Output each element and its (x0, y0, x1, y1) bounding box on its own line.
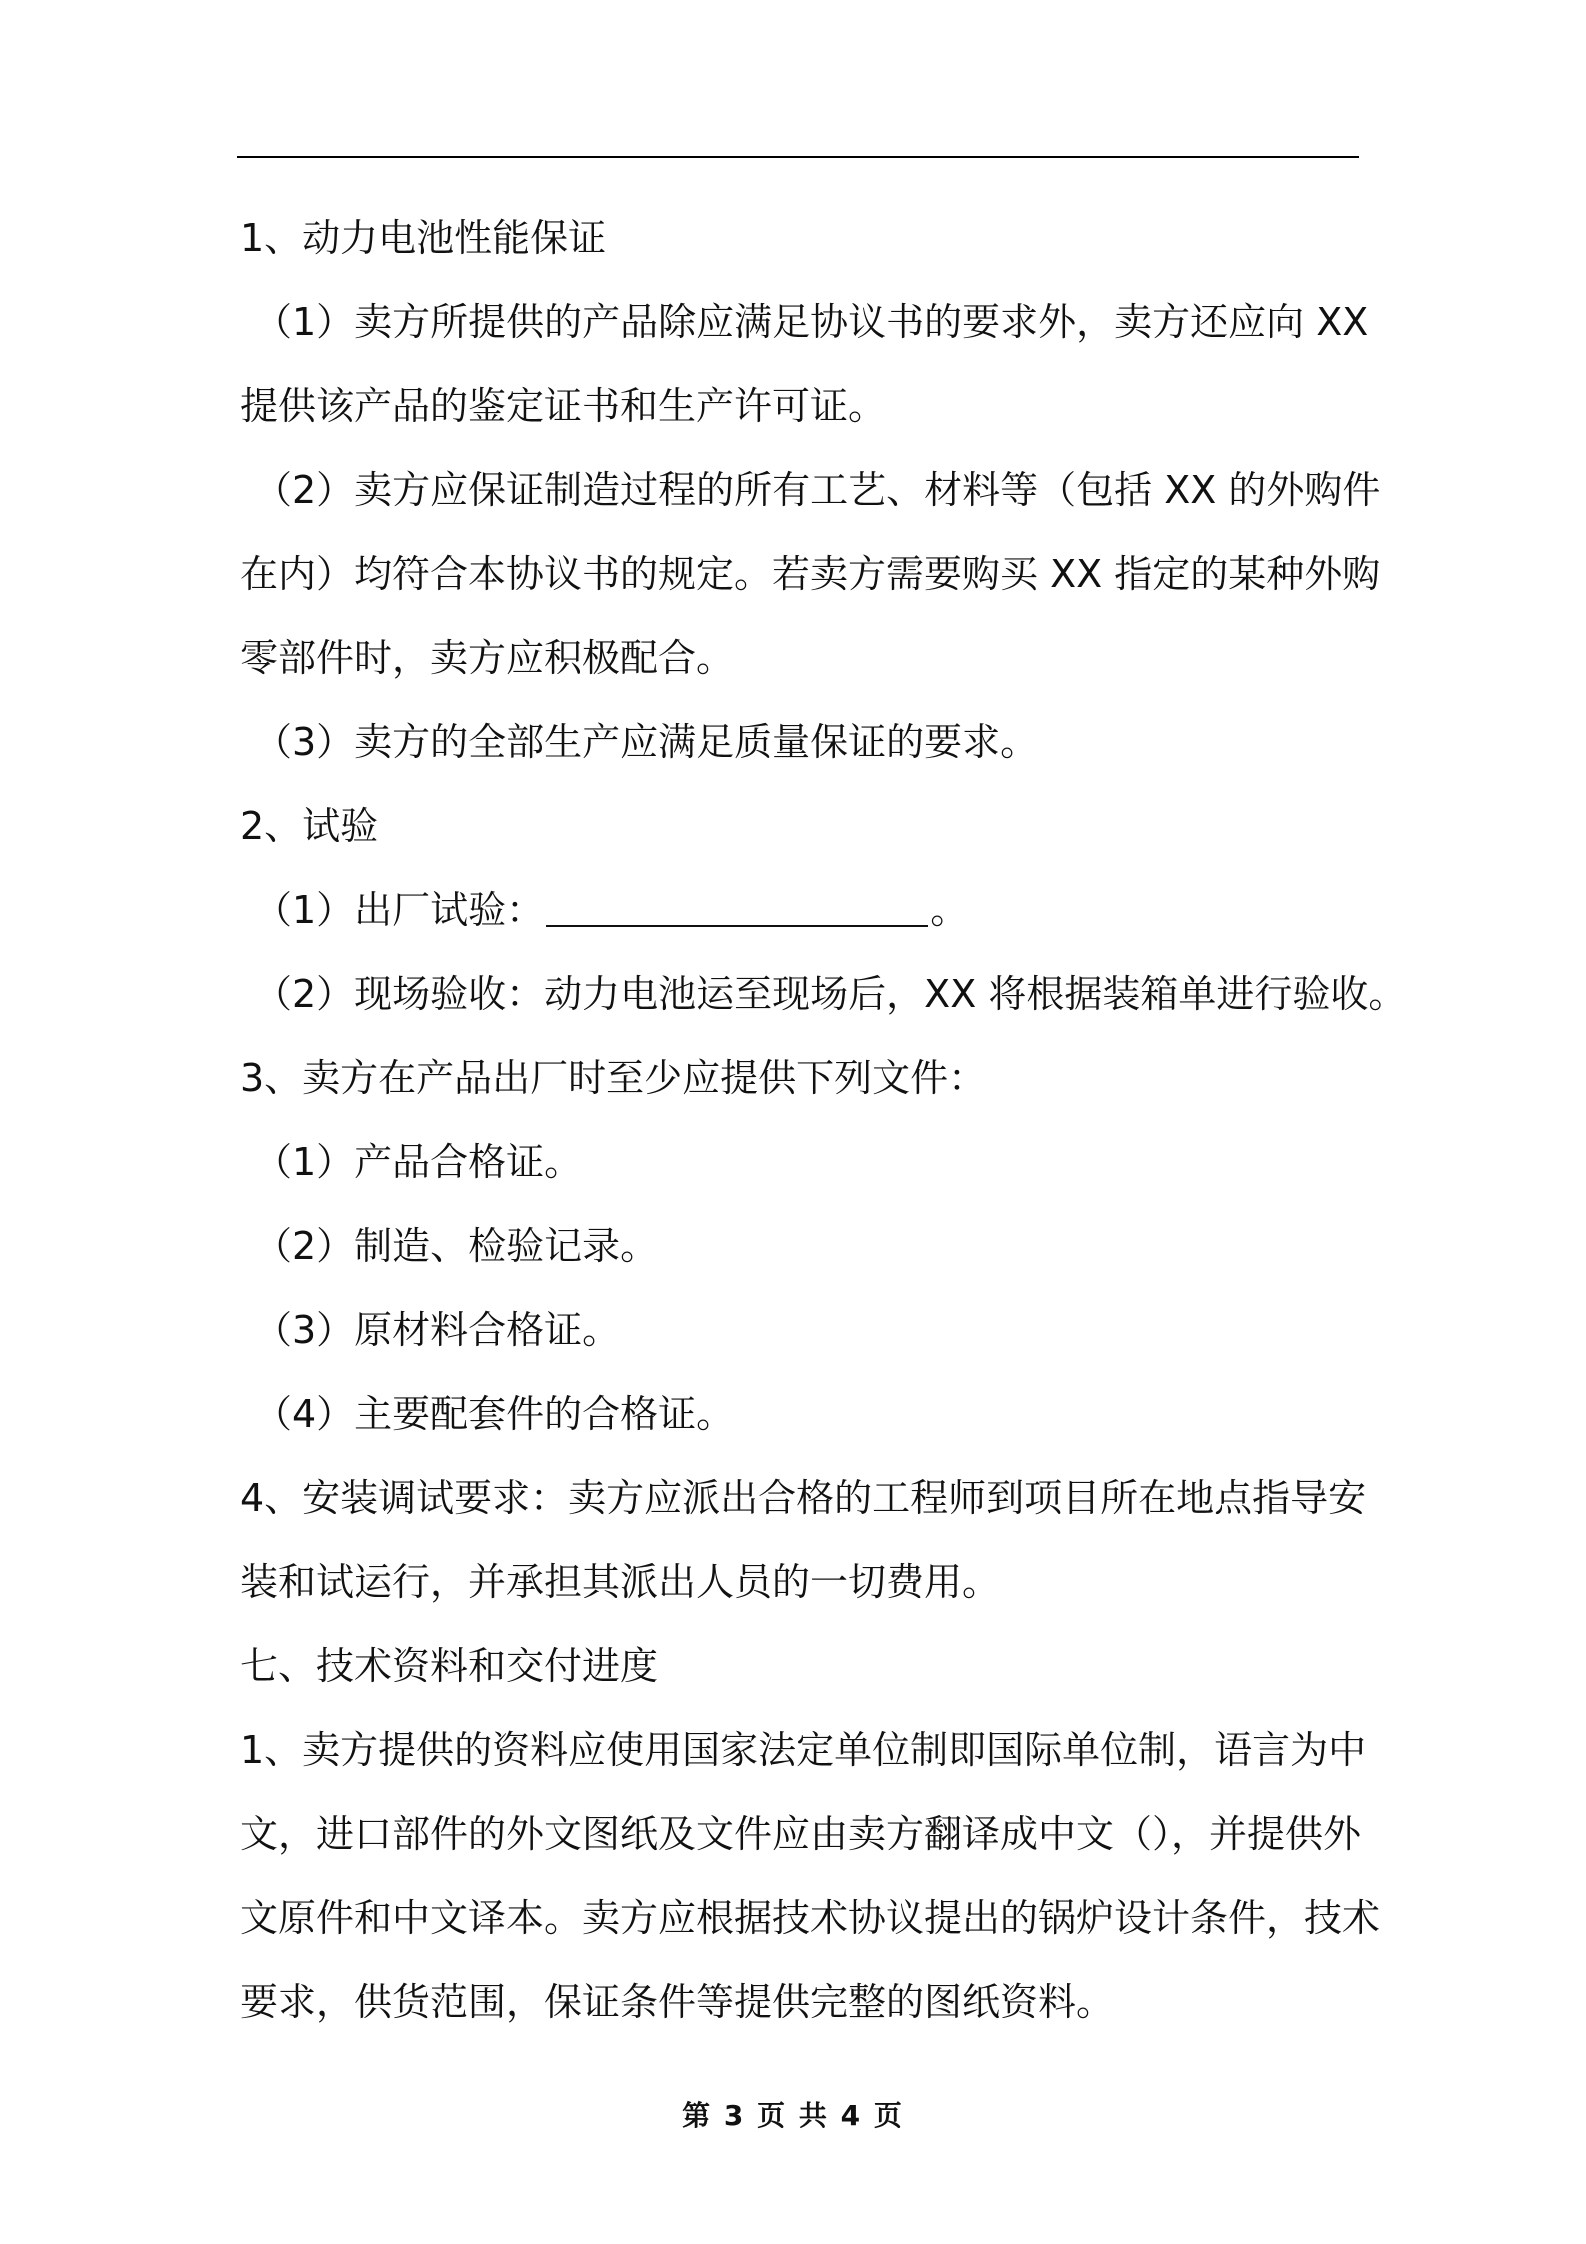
paragraph-line: 零部件时，卖方应积极配合。 (240, 636, 735, 680)
fill-in-blank (546, 885, 928, 927)
list-item: （1）产品合格证。 (254, 1140, 583, 1184)
paragraph-line: 提供该产品的鉴定证书和生产许可证。 (240, 384, 887, 428)
paragraph-line: 要求，供货范围，保证条件等提供完整的图纸资料。 (240, 1980, 1115, 2024)
paragraph-line: （3）卖方的全部生产应满足质量保证的要求。 (254, 720, 1039, 764)
document-body (240, 196, 1407, 2044)
section-heading-battery-performance: 1、动力电池性能保证 (240, 216, 607, 260)
factory-test-period: 。 (930, 888, 969, 932)
chapter-heading-technical-data: 七、技术资料和交付进度 (240, 1644, 659, 1688)
paragraph-line: 1、卖方提供的资料应使用国家法定单位制即国际单位制，语言为中 (240, 1728, 1367, 1772)
header-rule (237, 156, 1359, 158)
list-item: （2）制造、检验记录。 (254, 1224, 659, 1268)
paragraph-line: （1）卖方所提供的产品除应满足协议书的要求外，卖方还应向 XX (254, 300, 1369, 344)
paragraph-line: 在内）均符合本协议书的规定。若卖方需要购买 XX 指定的某种外购 (240, 552, 1381, 596)
paragraph-line: 装和试运行，并承担其派出人员的一切费用。 (240, 1560, 1001, 1604)
section-heading-test: 2、试验 (240, 804, 379, 848)
factory-test-label: （1）出厂试验： (254, 888, 545, 932)
factory-test-line (240, 868, 1358, 952)
section-heading-documents: 3、卖方在产品出厂时至少应提供下列文件： (240, 1056, 987, 1100)
paragraph-line: （2）现场验收：动力电池运至现场后，XX 将根据装箱单进行验收。 (254, 972, 1407, 1016)
paragraph-line: 文，进口部件的外文图纸及文件应由卖方翻译成中文（），并提供外 (240, 1812, 1362, 1856)
page-number-footer: 第 3 页 共 4 页 (682, 2099, 904, 2132)
section-heading-installation: 4、安装调试要求：卖方应派出合格的工程师到项目所在地点指导安 (240, 1476, 1367, 1520)
paragraph-line: 文原件和中文译本。卖方应根据技术协议提出的锅炉设计条件，技术 (240, 1896, 1381, 1940)
paragraph-line: （2）卖方应保证制造过程的所有工艺、材料等（包括 XX 的外购件 (254, 468, 1381, 512)
list-item: （3）原材料合格证。 (254, 1308, 621, 1352)
list-item: （4）主要配套件的合格证。 (254, 1392, 735, 1436)
